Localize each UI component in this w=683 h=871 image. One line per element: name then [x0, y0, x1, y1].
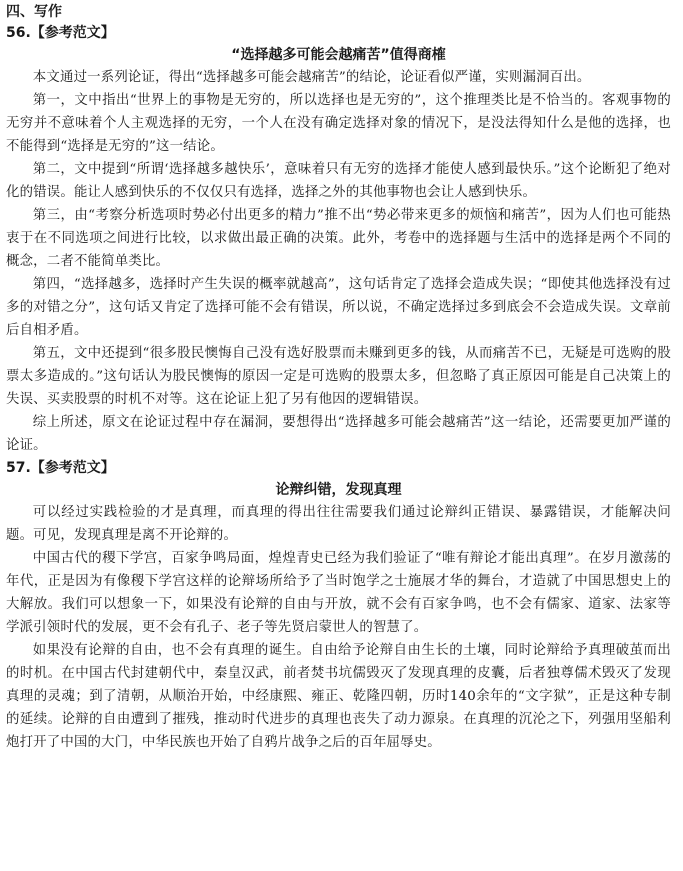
essay-56-paragraph: 第三，由“考察分析选项时势必付出更多的精力”推不出“势必带来更多的烦恼和痛苦”，因为人们也可能热衷于在不同选项之间进行比较，以求做出最正确的决策。此外，考卷中的选择题与生活中的选择是两个不同的概念，二者不能简单类比。 [6, 208, 671, 269]
essay-57 [6, 457, 671, 754]
section-heading: 四、写作 [6, 4, 62, 20]
essay-57-paragraph: 如果没有论辩的自由，也不会有真理的诞生。自由给予论辩自由生长的土壤，同时论辩给予真理破茧而出的时机。在中国古代封建朝代中，秦皇汉武，前者焚书坑儒毁灭了发现真理的皮囊，后者独尊儒术毁灭了发现真理的灵魂；到了清朝，从顺治开始，中经康熙、雍正、乾隆四朝，历时140余年的“文字狱”，正是这种专制的延续。论辩的自由遭到了摧残，推动时代进步的真理也丧失了动力源泉。在真理的沉沦之下，列强用坚船利炮打开了中国的大门，中华民族也开始了自鸦片战争之后的百年屈辱史。 [6, 643, 671, 750]
essay-56-paragraph: 综上所述，原文在论证过程中存在漏洞，要想得出“选择越多可能会越痛苦”这一结论，还需要更加严谨的论证。 [6, 415, 671, 453]
essay-56-title: “选择越多可能会越痛苦”值得商榷 [231, 47, 446, 63]
essay-56-paragraph: 本文通过一系列论证，得出“选择越多可能会越痛苦”的结论，论证看似严谨，实则漏洞百出。 [32, 70, 591, 85]
essay-57-paragraph: 可以经过实践检验的才是真理，而真理的得出往往需要我们通过论辩纠正错误、暴露错误，才能解决问题。可见，发现真理是离不开论辩的。 [6, 505, 671, 543]
essay-56 [6, 22, 671, 457]
essay-57-title: 论辩纠错，发现真理 [275, 482, 402, 498]
essay-56-paragraph: 第五，文中还提到“很多股民懊悔自己没有选好股票而未赚到更多的钱，从而痛苦不已，无疑是可选购的股票太多造成的。”这句话认为股民懊悔的原因一定是可选购的股票太多，但忽略了真正原因可能是自己决策上的失误、买卖股票的时机不对等。这在论证上犯了另有他因的逻辑错误。 [6, 346, 671, 407]
essay-57-paragraph: 中国古代的稷下学宫，百家争鸣局面，煌煌青史已经为我们验证了“唯有辩论才能出真理”。在岁月激荡的年代，正是因为有像稷下学宫这样的论辩场所给予了当时饱学之士施展才华的舞台，才造就了中国思想史上的大解放。我们可以想象一下，如果没有论辩的自由与开放，就不会有百家争鸣，也不会有儒家、道家、法家等学派引领时代的发展，更不会有孔子、老子等先贤启蒙世人的智慧了。 [6, 551, 671, 635]
essay-56-paragraph: 第二，文中提到“所谓‘选择越多越快乐’，意味着只有无穷的选择才能使人感到最快乐。”这个论断犯了绝对化的错误。能让人感到快乐的不仅仅只有选择，选择之外的其他事物也会让人感到快乐。 [6, 162, 671, 200]
question-57-label: 57.【参考范文】 [6, 460, 115, 476]
essay-56-paragraph: 第四，“选择越多，选择时产生失误的概率就越高”，这句话肯定了选择会造成失误；“即使其他选择没有过多的对错之分”，这句话又肯定了选择可能不会有错误，所以说，不确定选择过多到底会不会造成失误。文章前后自相矛盾。 [6, 277, 671, 338]
essay-56-paragraph: 第一，文中指出“世界上的事物是无穷的，所以选择也是无穷的”，这个推理类比是不恰当的。客观事物的无穷并不意味着个人主观选择的无穷，一个人在没有确定选择对象的情况下，是没法得知什么是他的选择，也不能得到“选择是无穷的”这一结论。 [6, 93, 671, 154]
question-56-label: 56.【参考范文】 [6, 25, 115, 41]
